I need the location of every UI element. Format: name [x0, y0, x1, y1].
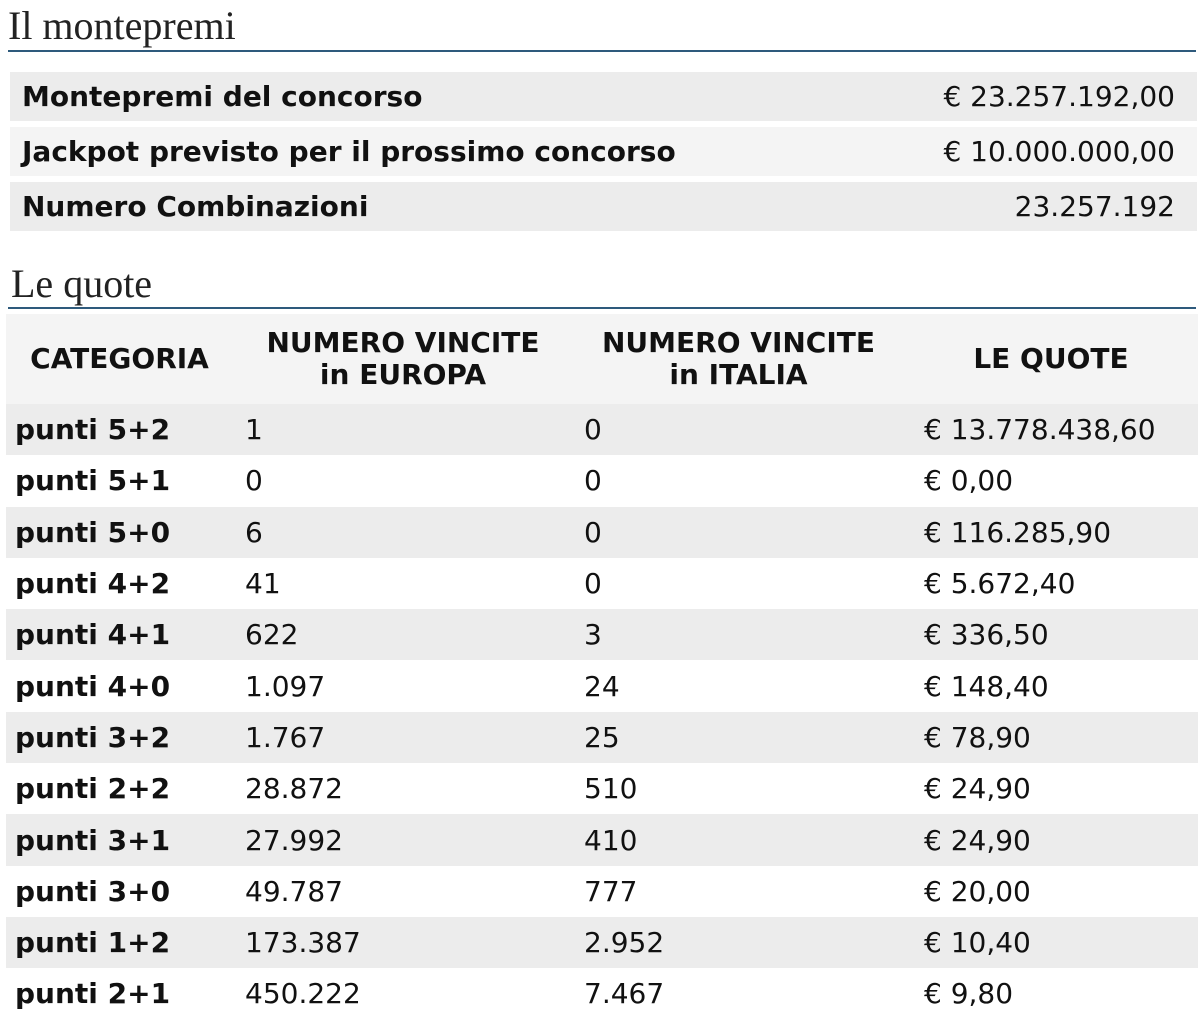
summary-label: Numero Combinazioni — [10, 182, 870, 231]
montepremi-title: Il montepremi — [8, 6, 1196, 52]
cell-europa: 49.787 — [233, 866, 573, 917]
cell-categoria: punti 4+0 — [6, 660, 233, 711]
cell-europa: 1 — [233, 404, 573, 455]
cell-europa: 1.767 — [233, 712, 573, 763]
table-row — [6, 558, 1198, 609]
cell-categoria: punti 1+2 — [6, 917, 233, 968]
table-row — [6, 814, 1198, 865]
cell-categoria: punti 5+2 — [6, 404, 233, 455]
cell-categoria: punti 3+2 — [6, 712, 233, 763]
header-europa — [233, 314, 573, 404]
cell-europa: 6 — [233, 507, 573, 558]
summary-value: € 10.000.000,00 — [870, 127, 1197, 176]
summary-value: 23.257.192 — [870, 182, 1197, 231]
cell-europa: 450.222 — [233, 968, 573, 1019]
table-row — [6, 712, 1198, 763]
cell-quota: € 10,40 — [904, 917, 1198, 968]
cell-quota: € 9,80 — [904, 968, 1198, 1019]
header-italia — [573, 314, 904, 404]
cell-italia: 24 — [573, 660, 904, 711]
header-italia-line2: in ITALIA — [669, 358, 808, 391]
cell-europa: 1.097 — [233, 660, 573, 711]
cell-italia: 0 — [573, 558, 904, 609]
table-row — [6, 660, 1198, 711]
cell-italia: 7.467 — [573, 968, 904, 1019]
table-row — [6, 609, 1198, 660]
table-row — [6, 404, 1198, 455]
cell-categoria: punti 2+2 — [6, 763, 233, 814]
cell-quota: € 0,00 — [904, 455, 1198, 506]
cell-quota: € 24,90 — [904, 814, 1198, 865]
cell-italia: 410 — [573, 814, 904, 865]
cell-italia: 0 — [573, 404, 904, 455]
cell-categoria: punti 3+1 — [6, 814, 233, 865]
header-italia-line1: NUMERO VINCITE — [602, 326, 875, 359]
cell-categoria: punti 4+1 — [6, 609, 233, 660]
header-europa-line2: in EUROPA — [319, 358, 487, 391]
cell-quota: € 24,90 — [904, 763, 1198, 814]
header-categoria-label: CATEGORIA — [30, 342, 209, 375]
cell-categoria: punti 2+1 — [6, 968, 233, 1019]
montepremi-table — [10, 66, 1197, 237]
cell-quota: € 336,50 — [904, 609, 1198, 660]
summary-value: € 23.257.192,00 — [870, 72, 1197, 121]
header-quote — [904, 314, 1198, 404]
cell-europa: 41 — [233, 558, 573, 609]
cell-quota: € 13.778.438,60 — [904, 404, 1198, 455]
cell-italia: 3 — [573, 609, 904, 660]
cell-italia: 0 — [573, 455, 904, 506]
cell-europa: 622 — [233, 609, 573, 660]
table-row — [6, 917, 1198, 968]
summary-row-combinazioni — [10, 182, 1197, 231]
summary-label: Jackpot previsto per il prossimo concorso — [10, 127, 870, 176]
cell-europa: 0 — [233, 455, 573, 506]
cell-categoria: punti 5+1 — [6, 455, 233, 506]
cell-europa: 28.872 — [233, 763, 573, 814]
cell-quota: € 148,40 — [904, 660, 1198, 711]
cell-quota: € 20,00 — [904, 866, 1198, 917]
cell-categoria: punti 4+2 — [6, 558, 233, 609]
cell-categoria: punti 5+0 — [6, 507, 233, 558]
cell-europa: 173.387 — [233, 917, 573, 968]
cell-italia: 0 — [573, 507, 904, 558]
header-categoria — [6, 314, 233, 404]
cell-italia: 777 — [573, 866, 904, 917]
header-europa-line1: NUMERO VINCITE — [266, 326, 540, 359]
table-row — [6, 763, 1198, 814]
cell-quota: € 78,90 — [904, 712, 1198, 763]
quote-title: Le quote — [8, 264, 1196, 309]
quote-table — [6, 314, 1198, 1020]
table-row — [6, 866, 1198, 917]
cell-italia: 2.952 — [573, 917, 904, 968]
cell-europa: 27.992 — [233, 814, 573, 865]
summary-label: Montepremi del concorso — [10, 72, 870, 121]
cell-italia: 25 — [573, 712, 904, 763]
table-row — [6, 455, 1198, 506]
summary-row-montepremi — [10, 72, 1197, 121]
cell-quota: € 116.285,90 — [904, 507, 1198, 558]
table-row — [6, 507, 1198, 558]
cell-italia: 510 — [573, 763, 904, 814]
quote-header-row — [6, 314, 1198, 404]
cell-quota: € 5.672,40 — [904, 558, 1198, 609]
summary-row-jackpot — [10, 127, 1197, 176]
header-quote-label: LE QUOTE — [973, 342, 1129, 375]
table-row — [6, 968, 1198, 1019]
cell-categoria: punti 3+0 — [6, 866, 233, 917]
